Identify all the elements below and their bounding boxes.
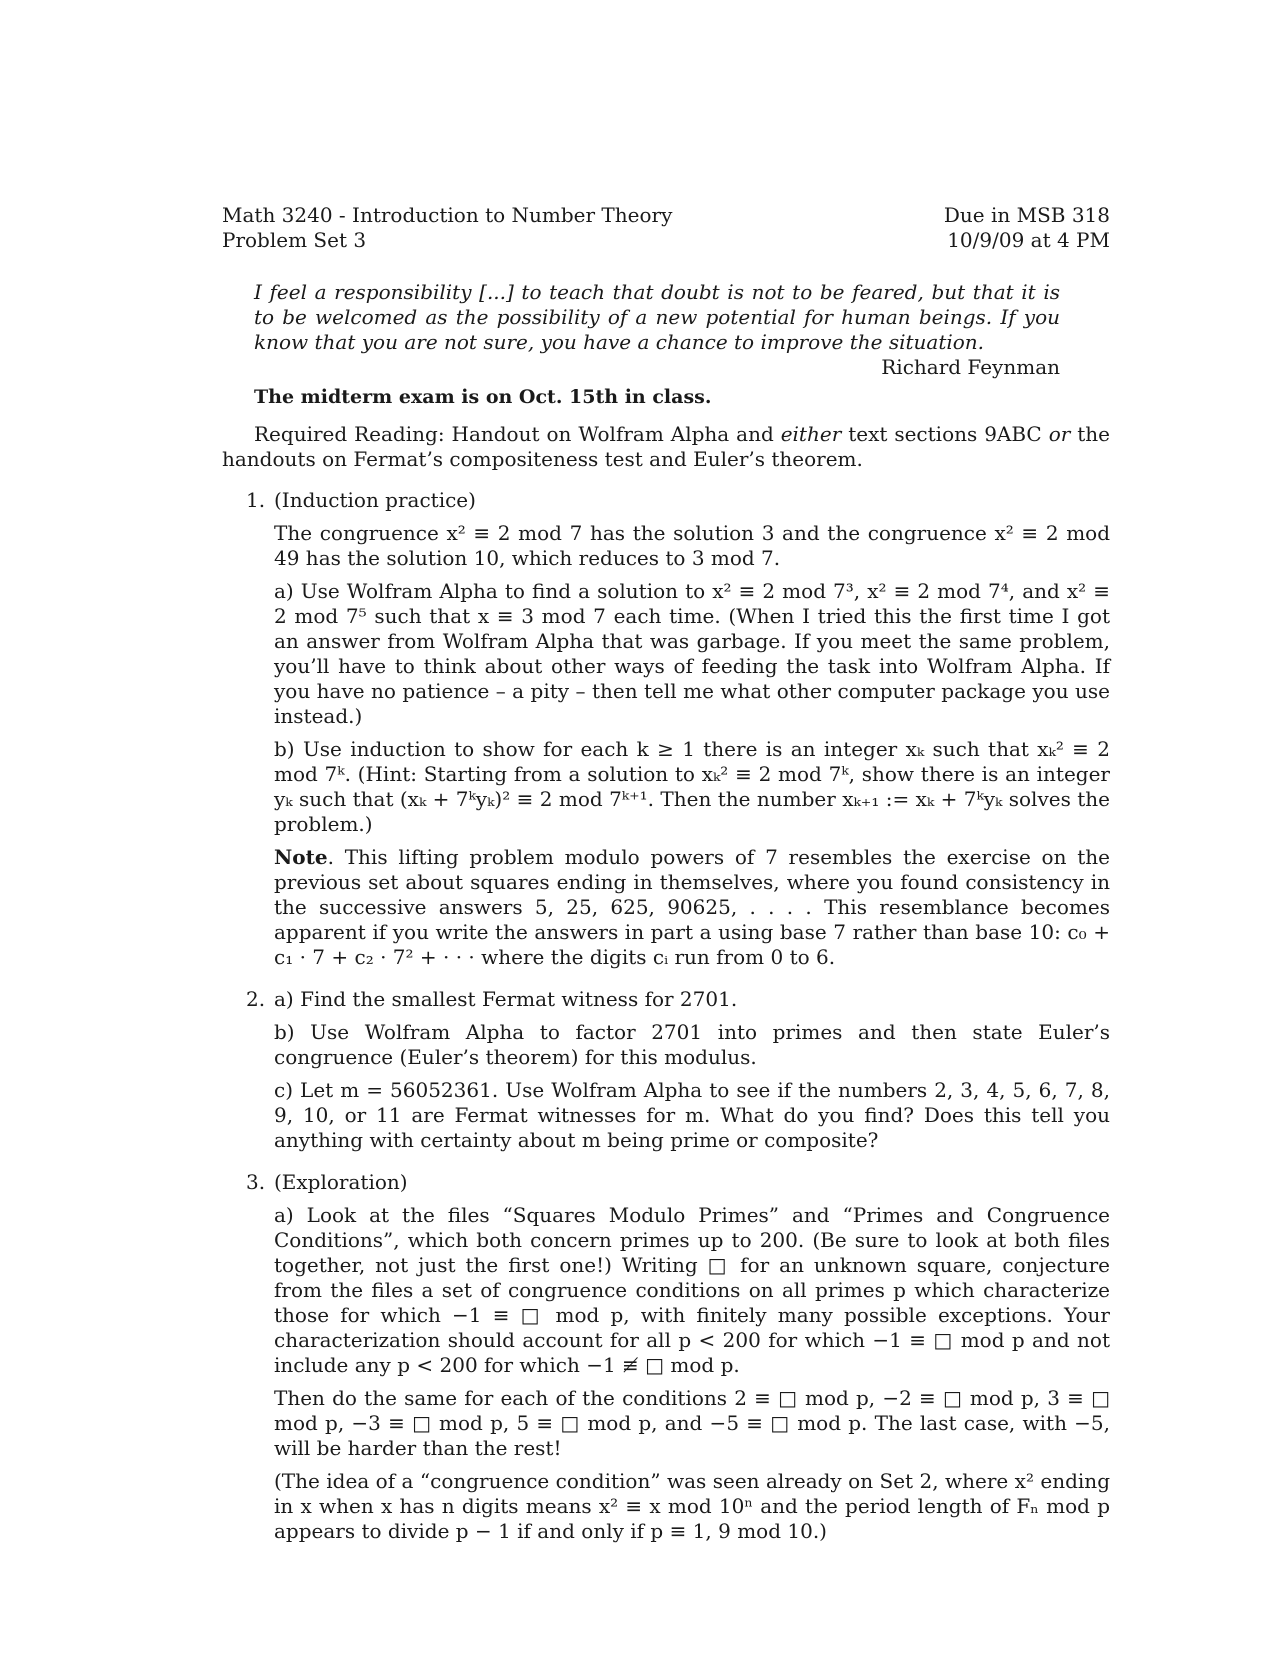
problem-number: 1. — [246, 488, 266, 512]
note-label: Note — [274, 845, 328, 869]
reading-text: text sections 9ABC — [841, 422, 1049, 446]
problem-part-c: c) Let m = 56052361. Use Wolfram Alpha to see if the numbers 2, 3, 4, 5, 6, 7, 8, 9, 10, or 11 are Fermat witnesses for m. What do you find? Does this tell you anything with certainty about m being prime or composite? — [274, 1078, 1110, 1152]
problem-note — [274, 845, 1110, 970]
problem-list — [222, 488, 1110, 1544]
reading-text: the handouts on Fermat’s compositeness test and Euler’s theorem. — [222, 422, 1110, 471]
due-location: Due in MSB 318 — [943, 203, 1110, 227]
midterm-announcement: The midterm exam is on Oct. 15th in class. — [254, 386, 712, 408]
problem-set-label: Problem Set 3 — [222, 228, 367, 252]
quote-author: Richard Feynman — [881, 355, 1060, 379]
problem-continuation: Then do the same for each of the conditions 2 ≡ □ mod p, −2 ≡ □ mod p, 3 ≡ □ mod p, −3 ≡ □ mod p, 5 ≡ □ mod p, and −5 ≡ □ mod p. The last case, with −5, will be harder than the rest! — [274, 1386, 1110, 1460]
reading-text: Required Reading: Handout on Wolfram Alpha and — [254, 422, 781, 446]
header — [222, 203, 1110, 253]
problem-number: 2. — [246, 987, 266, 1011]
header-right — [944, 203, 1110, 253]
header-left — [222, 203, 672, 253]
problem-part-a: a) Find the smallest Fermat witness for 2701. — [274, 987, 738, 1011]
quote-text: I feel a responsibility [...] to teach that doubt is not to be feared, but that it is to be welcomed as the possibility of a new potential for human beings. If you know that you are not sure, you have a chance to improve the situation. — [254, 280, 1060, 354]
problem-part-b: b) Use Wolfram Alpha to factor 2701 into primes and then state Euler’s congruence (Euler’s theorem) for this modulus. — [274, 1020, 1110, 1069]
problem-part-a: a) Use Wolfram Alpha to find a solution to x² ≡ 2 mod 7³, x² ≡ 2 mod 7⁴, and x² ≡ 2 mod 7⁵ such that x ≡ 3 mod 7 each time. (When I tried this the first time I got an answer from Wolfram Alpha that was garbage. If you meet the same problem, you’ll have to think about other ways of feeding the task into Wolfram Alpha. If you have no patience – a pity – then tell me what other computer package you use instead.) — [274, 579, 1110, 728]
required-reading — [222, 422, 1110, 472]
due-date: 10/9/09 at 4 PM — [947, 228, 1110, 252]
problem-3 — [246, 1170, 1110, 1544]
problem-intro: The congruence x² ≡ 2 mod 7 has the solution 3 and the congruence x² ≡ 2 mod 49 has the solution 10, which reduces to 3 mod 7. — [274, 521, 1110, 570]
course-title: Math 3240 - Introduction to Number Theory — [222, 203, 673, 227]
problem-2 — [246, 987, 1110, 1153]
problem-title: (Exploration) — [274, 1170, 408, 1194]
document-page — [222, 203, 1110, 1561]
epigraph-quote — [254, 280, 1060, 379]
reading-emph-either: either — [780, 422, 842, 446]
problem-part-b: b) Use induction to show for each k ≥ 1 there is an integer xₖ such that xₖ² ≡ 2 mod 7ᵏ. (Hint: Starting from a solution to xₖ² ≡ 2 mod 7ᵏ, show there is an integer yₖ such that (xₖ + 7ᵏyₖ)² ≡ 2 mod 7ᵏ⁺¹. Then the number xₖ₊₁ := xₖ + 7ᵏyₖ solves the problem.) — [274, 737, 1110, 836]
problem-number: 3. — [246, 1170, 266, 1194]
problem-part-a: a) Look at the files “Squares Modulo Primes” and “Primes and Congruence Conditions”, which both concern primes up to 200. (Be sure to look at both files together, not just the first one!) Writing □ for an unknown square, conjecture from the files a set of congruence conditions on all primes p which characterize those for which −1 ≡ □ mod p, with finitely many possible exceptions. Your characterization should account for all p < 200 for which −1 ≡ □ mod p and not include any p < 200 for which −1 ≢ □ mod p. — [274, 1203, 1110, 1377]
note-text: . This lifting problem modulo powers of 7 resembles the exercise on the previous set about squares ending in themselves, where you found consistency in the successive answers 5, 25, 625, 90625, . . . . This resemblance becomes apparent if you write the answers in part a using base 7 rather than base 10: c₀ + c₁ · 7 + c₂ · 7² + · · · where the digits cᵢ run from 0 to 6. — [274, 845, 1110, 969]
reading-emph-or: or — [1048, 422, 1071, 446]
problem-title: (Induction practice) — [274, 488, 476, 512]
problem-1 — [246, 488, 1110, 970]
problem-remark: (The idea of a “congruence condition” was seen already on Set 2, where x² ending in x when x has n digits means x² ≡ x mod 10ⁿ and the period length of Fₙ mod p appears to divide p − 1 if and only if p ≡ 1, 9 mod 10.) — [274, 1469, 1110, 1543]
